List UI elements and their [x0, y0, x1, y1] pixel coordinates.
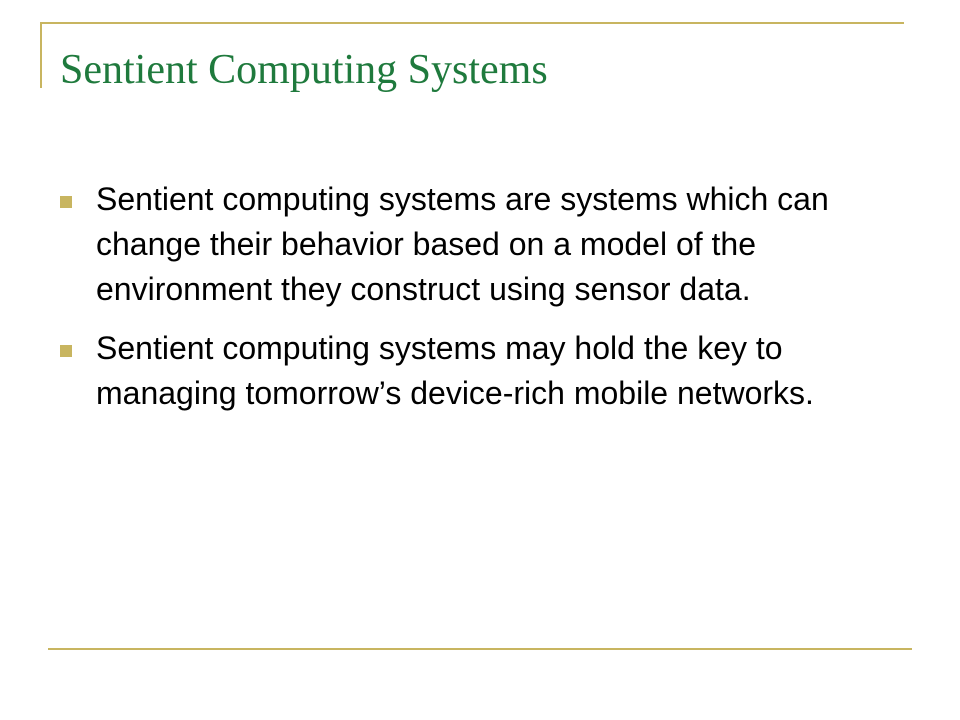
bullet-text: Sentient computing systems are systems which can change their behavior based on a model of the environment they construct using sensor data.	[96, 181, 829, 307]
top-rule	[40, 22, 904, 24]
bullet-item	[60, 177, 860, 312]
bottom-rule	[48, 648, 912, 650]
slide-title: Sentient Computing Systems	[60, 47, 548, 93]
left-rule	[40, 22, 42, 88]
bullet-square-icon	[60, 196, 72, 208]
bullet-list	[60, 177, 860, 430]
bullet-square-icon	[60, 345, 72, 357]
bullet-item	[60, 326, 860, 416]
bullet-text: Sentient computing systems may hold the key to managing tomorrow’s device-rich mobile networks.	[96, 330, 814, 411]
